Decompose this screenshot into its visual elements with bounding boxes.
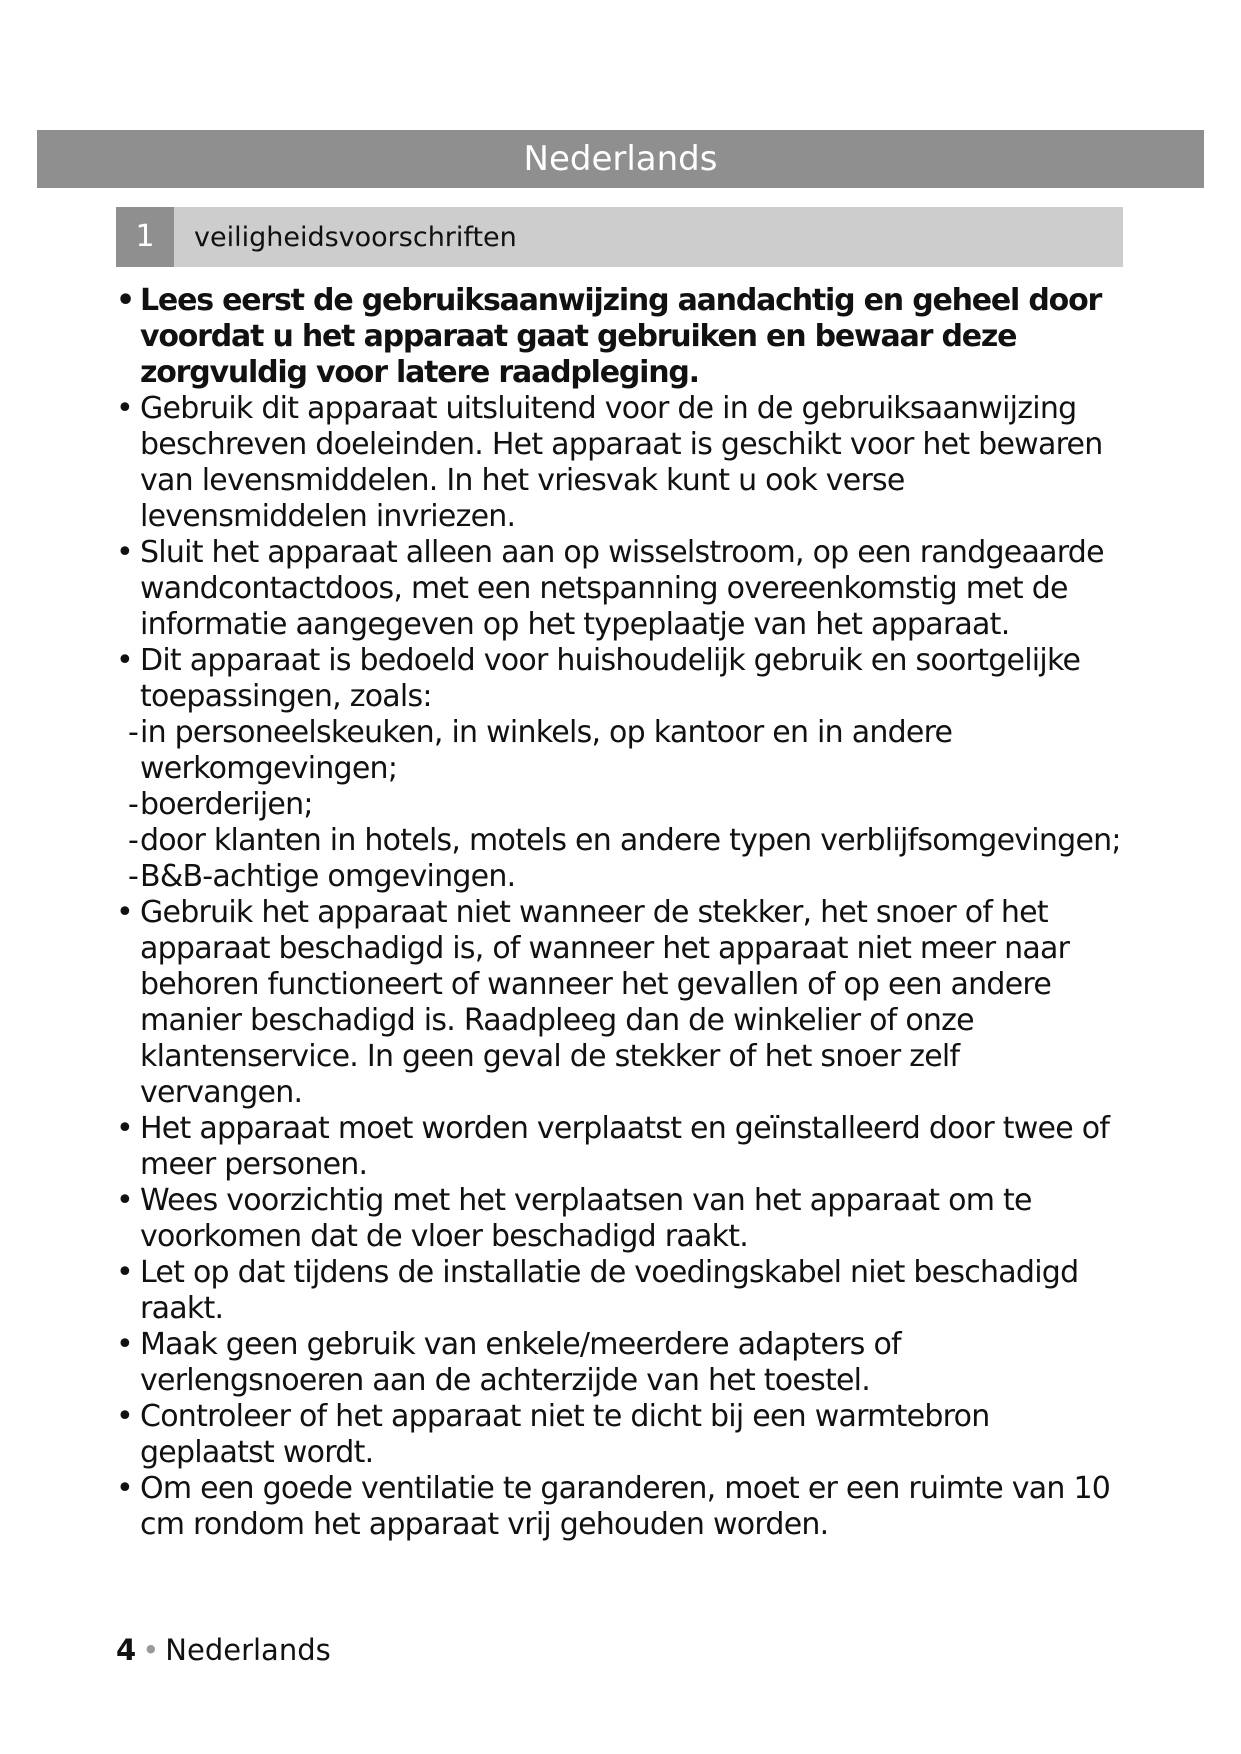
footer-separator: •	[142, 1633, 160, 1667]
dash-marker: -	[128, 787, 139, 822]
list-item: • Dit apparaat is bedoeld voor huishoudelijk gebruik en soortgelijke toepassingen, zoals:	[116, 643, 1126, 715]
list-item: • Wees voorzichtig met het verplaatsen van het apparaat om te voorkomen dat de vloer beschadigd raakt.	[116, 1183, 1126, 1255]
dash-marker: -	[128, 715, 139, 750]
section-number: 1	[116, 207, 174, 267]
section-title: veiligheidsvoorschriften	[194, 221, 517, 253]
sub-list-item	[116, 859, 1126, 895]
list-item: • Gebruik dit apparaat uitsluitend voor de in de gebruiksaanwijzing beschreven doeleinden. Het apparaat is geschikt voor het bewaren van levensmiddelen. In het vriesvak kunt u ook verse levensmiddelen invriezen.	[116, 391, 1126, 535]
sub-list-item	[116, 787, 1126, 823]
safety-instructions-list	[116, 283, 1126, 1543]
list-item: • Gebruik het apparaat niet wanneer de stekker, het snoer of het apparaat beschadigd is, of wanneer het apparaat niet meer naar behoren functioneert of wanneer het gevallen of op een andere manier beschadigd is. Raadpleeg dan de winkelier of onze klantenservice. In geen geval de stekker of het snoer zelf vervangen.	[116, 895, 1126, 1111]
language-banner: Nederlands	[37, 130, 1204, 188]
sub-list-item-text: door klanten in hotels, motels en andere typen verblijfsomgevingen;	[140, 823, 1121, 858]
list-item: • Controleer of het apparaat niet te dicht bij een warmtebron geplaatst wordt.	[116, 1399, 1126, 1471]
sub-list-item-text: in personeelskeuken, in winkels, op kantoor en in andere werkomgevingen;	[140, 715, 953, 786]
page-footer	[116, 1632, 331, 1668]
dash-marker: -	[128, 859, 139, 894]
list-item: • Om een goede ventilatie te garanderen, moet er een ruimte van 10 cm rondom het apparaat vrij gehouden worden.	[116, 1471, 1126, 1543]
sub-list-item-text: B&B-achtige omgevingen.	[140, 859, 516, 894]
list-item: • Lees eerst de gebruiksaanwijzing aandachtig en geheel door voordat u het apparaat gaat gebruiken en bewaar deze zorgvuldig voor latere raadpleging.	[116, 283, 1126, 391]
list-item: • Het apparaat moet worden verplaatst en geïnstalleerd door twee of meer personen.	[116, 1111, 1126, 1183]
list-item: • Sluit het apparaat alleen aan op wisselstroom, op een randgeaarde wandcontactdoos, met een netspanning overeenkomstig met de informatie aangegeven op het typeplaatje van het apparaat.	[116, 535, 1126, 643]
list-item: • Let op dat tijdens de installatie de voedingskabel niet beschadigd raakt.	[116, 1255, 1126, 1327]
page-number: 4	[116, 1633, 137, 1667]
sub-list-item	[116, 715, 1126, 787]
list-item: • Maak geen gebruik van enkele/meerdere adapters of verlengsnoeren aan de achterzijde van het toestel.	[116, 1327, 1126, 1399]
footer-label: Nederlands	[165, 1633, 331, 1667]
sub-list-item-text: boerderijen;	[140, 787, 313, 822]
section-heading	[116, 207, 1123, 267]
dash-marker: -	[128, 823, 139, 858]
sub-list-item	[116, 823, 1126, 859]
